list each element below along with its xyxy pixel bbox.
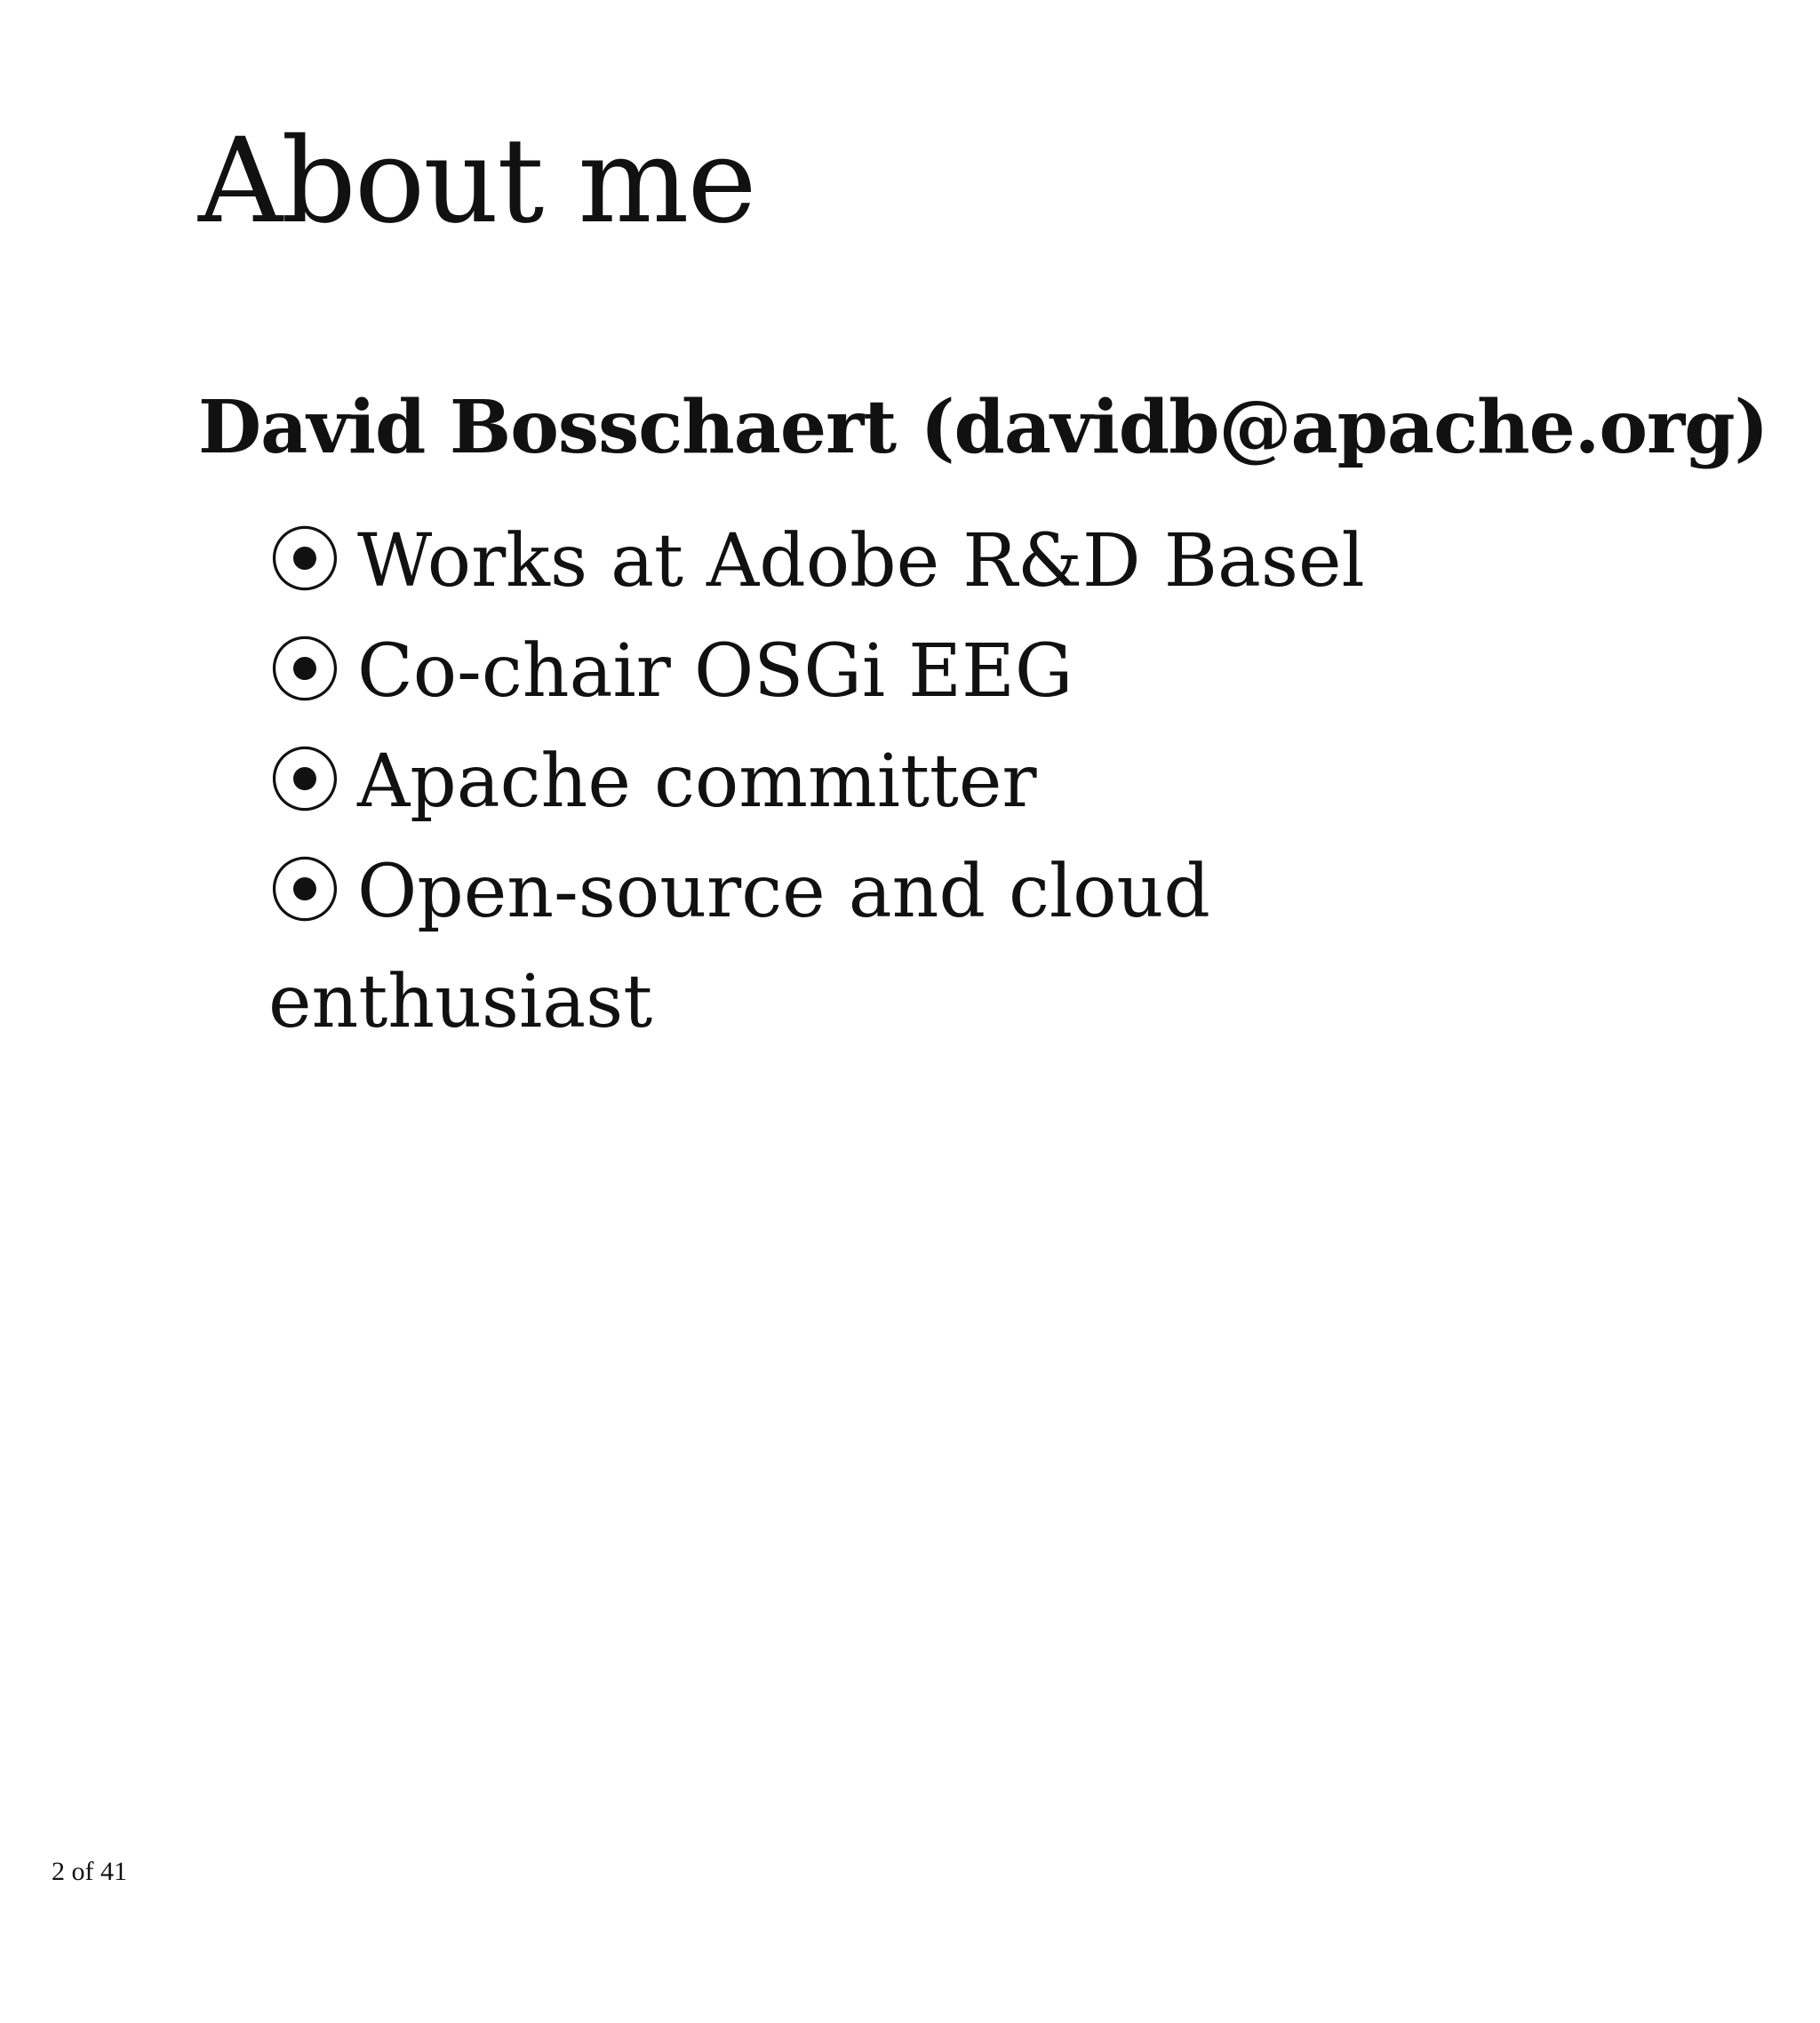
- circled-bullet-icon: ⦿: [268, 740, 342, 824]
- bullet-text: Open-source and cloud enthusiast: [268, 850, 1210, 1044]
- circled-bullet-icon: ⦿: [268, 629, 342, 714]
- bullet-item: [268, 837, 1557, 1058]
- bullet-list: [268, 507, 1557, 1058]
- author-heading: David Bosschaert (davidb@apache.org): [198, 385, 1768, 470]
- circled-bullet-icon: ⦿: [268, 850, 342, 934]
- bullet-item: [268, 507, 1557, 617]
- circled-bullet-icon: ⦿: [268, 519, 342, 604]
- bullet-item: [268, 617, 1557, 727]
- bullet-text: Co-chair OSGi EEG: [357, 629, 1074, 714]
- bullet-text: Apache committer: [357, 740, 1037, 824]
- bullet-item: [268, 727, 1557, 837]
- page-indicator: 2 of 41: [52, 1857, 127, 1886]
- bullet-text: Works at Adobe R&D Basel: [357, 519, 1365, 604]
- slide-title: About me: [198, 113, 755, 250]
